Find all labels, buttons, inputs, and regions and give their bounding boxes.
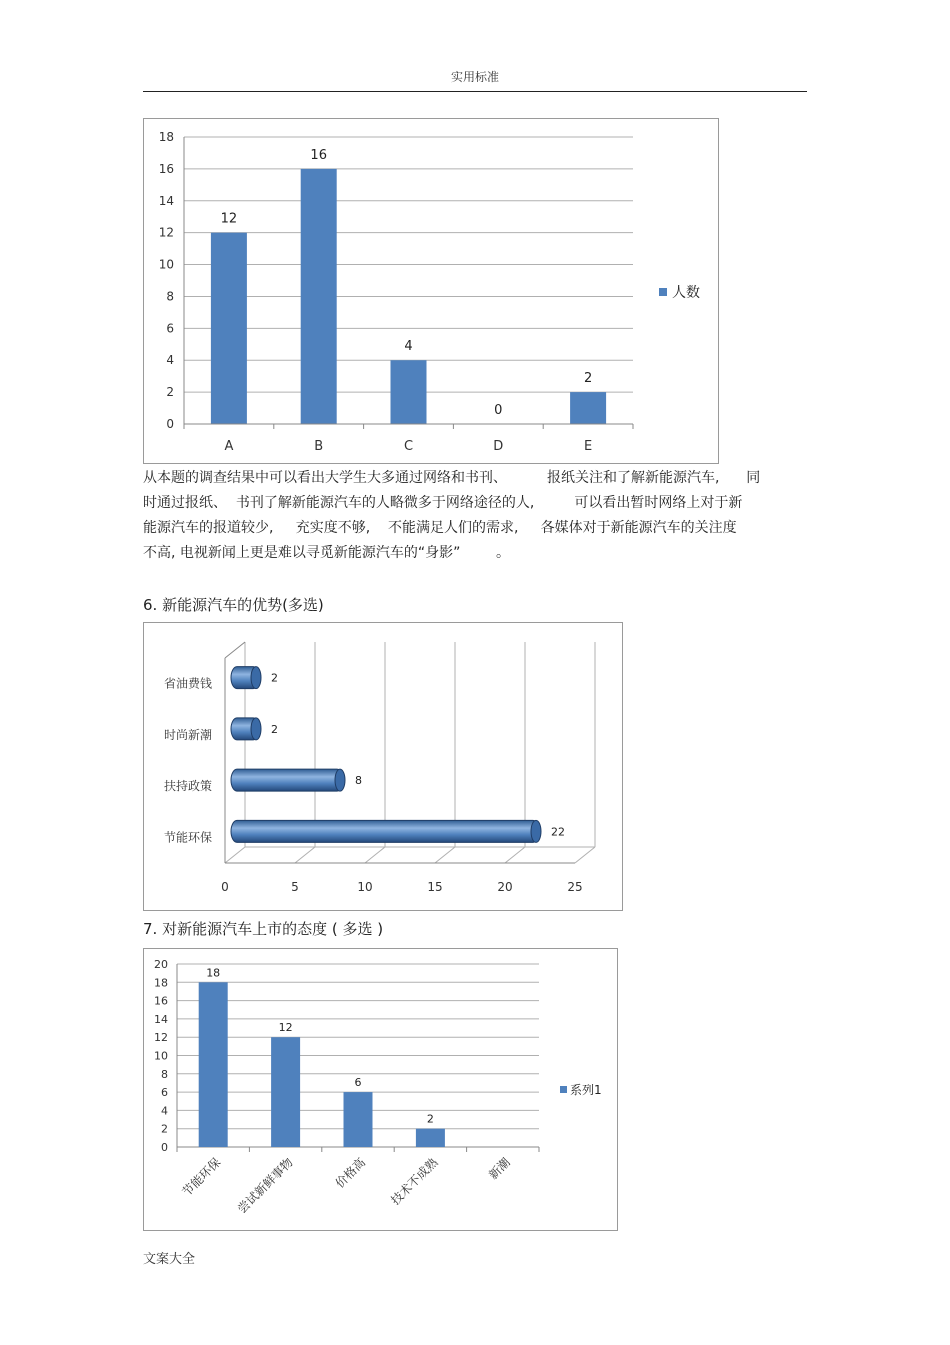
y-tick-label: 0 [166,417,174,431]
bar [570,392,606,424]
y-axis-top [225,642,245,658]
x-tick-label: 节能环保 [179,1155,224,1200]
analysis-paragraph [143,466,807,566]
floor-line [435,847,455,863]
x-tick-label: D [493,439,504,454]
x-tick-label: E [583,439,593,454]
y-tick-label: 16 [154,994,168,1008]
y-tick-label: 省油费钱 [163,676,212,691]
bar [344,1092,373,1147]
bar-cap [531,820,541,842]
y-tick-label: 6 [161,1086,168,1100]
question-7-title: 7. 对新能源汽车上市的态度 ( 多选 ) [143,920,384,938]
data-label: 18 [206,966,221,980]
y-tick-label: 8 [166,289,174,304]
data-label: 2 [271,722,278,736]
y-tick-label: 10 [154,1049,168,1063]
x-tick-label: 尝试新鲜事物 [234,1155,296,1217]
y-tick-label: 4 [166,353,174,368]
bar-cap [335,769,345,791]
data-label: 0 [494,403,503,418]
x-tick-label: 10 [357,880,373,894]
bar [199,982,228,1147]
x-tick-label: B [314,439,324,454]
data-label: 8 [355,774,362,788]
x-tick-label: 25 [567,880,583,894]
bar [231,820,539,842]
y-tick-label: 10 [158,257,174,272]
y-tick-label: 12 [154,1031,168,1045]
data-label: 2 [426,1112,434,1126]
bar [416,1129,445,1147]
x-tick-label: 15 [427,880,443,894]
paragraph-line: 从本题的调查结果中可以看出大学生大多通过网络和书刊、 报纸关注和了解新能源汽车, 同 [143,470,761,486]
bar [231,769,343,791]
bar-cap [251,718,261,740]
floor-line [365,847,385,863]
y-tick-label: 4 [161,1104,168,1118]
x-tick-label: 20 [497,880,513,894]
y-tick-label: 18 [158,130,174,144]
header-divider [143,91,807,92]
y-tick-label: 14 [154,1012,168,1026]
data-label: 2 [271,671,278,685]
y-tick-label: 2 [166,385,174,400]
y-tick-label: 2 [161,1122,168,1136]
bar [301,169,337,424]
data-label: 4 [404,339,413,355]
x-tick-label: 5 [291,880,299,894]
chart3-svg [144,949,617,1230]
bar-cap [251,667,261,689]
y-tick-label: 18 [154,976,168,990]
chart1-svg [144,119,718,463]
chart-advantages [143,622,623,911]
data-label: 6 [354,1076,362,1090]
chart2-svg [144,623,622,910]
x-tick-label: 0 [221,880,229,894]
x-tick-label: 价格高 [332,1155,369,1191]
paragraph-line: 时通过报纸、 书刊了解新能源汽车的人略微多于网络途径的人, 可以看出暂时网络上对于新 [143,495,743,511]
data-label: 16 [310,147,327,163]
x-tick-label: C [403,439,414,454]
floor-line [505,847,525,863]
legend-label: 人数 [672,285,700,301]
y-tick-label: 扶持政策 [163,779,212,794]
data-label: 2 [583,371,593,387]
page-header: 实用标准 [450,70,499,84]
data-label: 12 [278,1021,293,1035]
legend-label: 系列1 [570,1083,602,1097]
y-tick-label: 20 [154,958,168,971]
chart-attitude [143,948,618,1231]
data-label: 12 [220,211,238,227]
y-tick-label: 8 [161,1067,168,1081]
legend-swatch [659,288,667,296]
paragraph-line: 能源汽车的报道较少, 充实度不够, 不能满足人们的需求, 各媒体对于新能源汽车的关注度 [143,520,737,536]
bar [211,233,247,424]
bar [271,1037,300,1147]
paragraph-line: 不高, 电视新闻上更是难以寻觅新能源汽车的“身影” 。 [143,545,511,561]
y-tick-label: 节能环保 [163,830,212,845]
floor-line [575,847,595,863]
x-tick-label: 新潮 [486,1155,513,1183]
floor-line [295,847,315,863]
y-tick-label: 时尚新潮 [163,727,212,742]
data-label: 22 [551,825,565,839]
legend-swatch [560,1086,567,1093]
y-tick-label: 6 [166,321,174,336]
chart-media-channels [143,118,719,464]
question-6-title: 6. 新能源汽车的优势(多选) [143,596,324,614]
y-tick-label: 0 [161,1141,168,1154]
x-tick-label: A [224,439,234,454]
page-footer: 文案大全 [143,1252,196,1267]
y-tick-label: 14 [158,193,174,208]
y-tick-label: 12 [158,225,174,240]
floor-line [225,847,245,863]
y-tick-label: 16 [158,161,174,176]
x-tick-label: 技术不成熟 [388,1155,441,1208]
bar [391,360,427,424]
